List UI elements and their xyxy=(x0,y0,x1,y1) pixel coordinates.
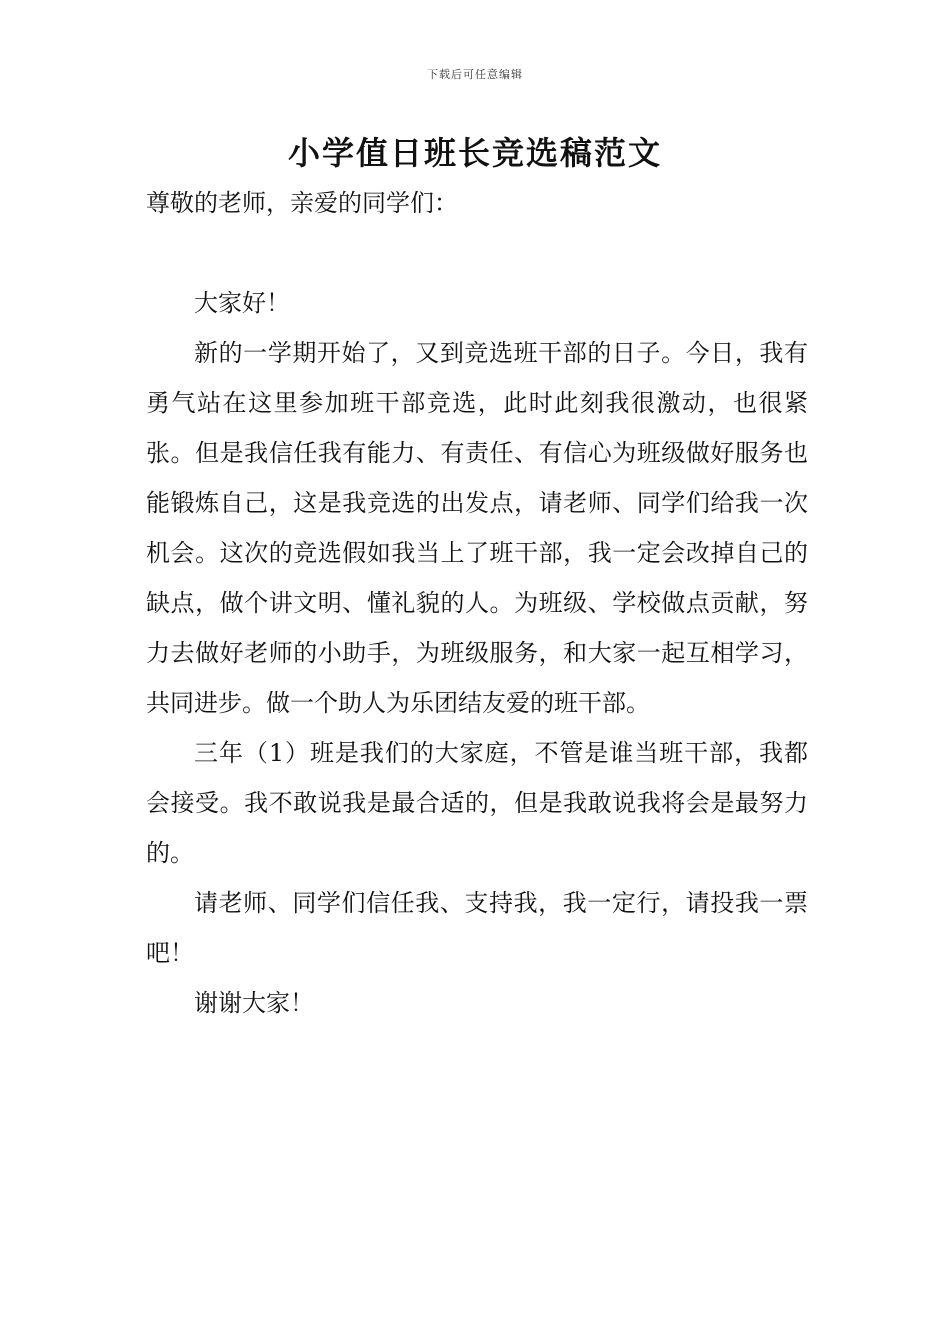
header-note: 下载后可任意编辑 xyxy=(427,68,523,81)
document-body xyxy=(146,178,808,1028)
paragraph-greeting: 大家好！ xyxy=(194,289,290,317)
blank-line xyxy=(146,228,808,278)
document-title: 小学值日班长竞选稿范文 xyxy=(287,134,662,172)
salutation: 尊敬的老师，亲爱的同学们： xyxy=(146,189,458,217)
paragraph-main: 新的一学期开始了，又到竞选班干部的日子。今日，我有勇气站在这里参加班干部竞选，此时此刻我很激动，也很紧张。但是我信任我有能力、有责任、有信心为班级做好服务也能锻炼自己，这是我竞选的出发点，请老师、同学们给我一次机会。这次的竞选假如我当上了班干部，我一定会改掉自己的缺点，做个讲文明、懂礼貌的人。为班级、学校做点贡献，努力去做好老师的小助手，为班级服务，和大家一起互相学习，共同进步。做一个助人为乐团结友爱的班干部。 xyxy=(146,339,808,717)
paragraph-class: 三年（1）班是我们的大家庭，不管是谁当班干部，我都会接受。我不敢说我是最合适的，但是我敢说我将会是最努力的。 xyxy=(146,739,808,867)
paragraph-thanks: 谢谢大家！ xyxy=(194,989,314,1017)
paragraph-request: 请老师、同学们信任我、支持我，我一定行，请投我一票吧！ xyxy=(146,889,808,967)
